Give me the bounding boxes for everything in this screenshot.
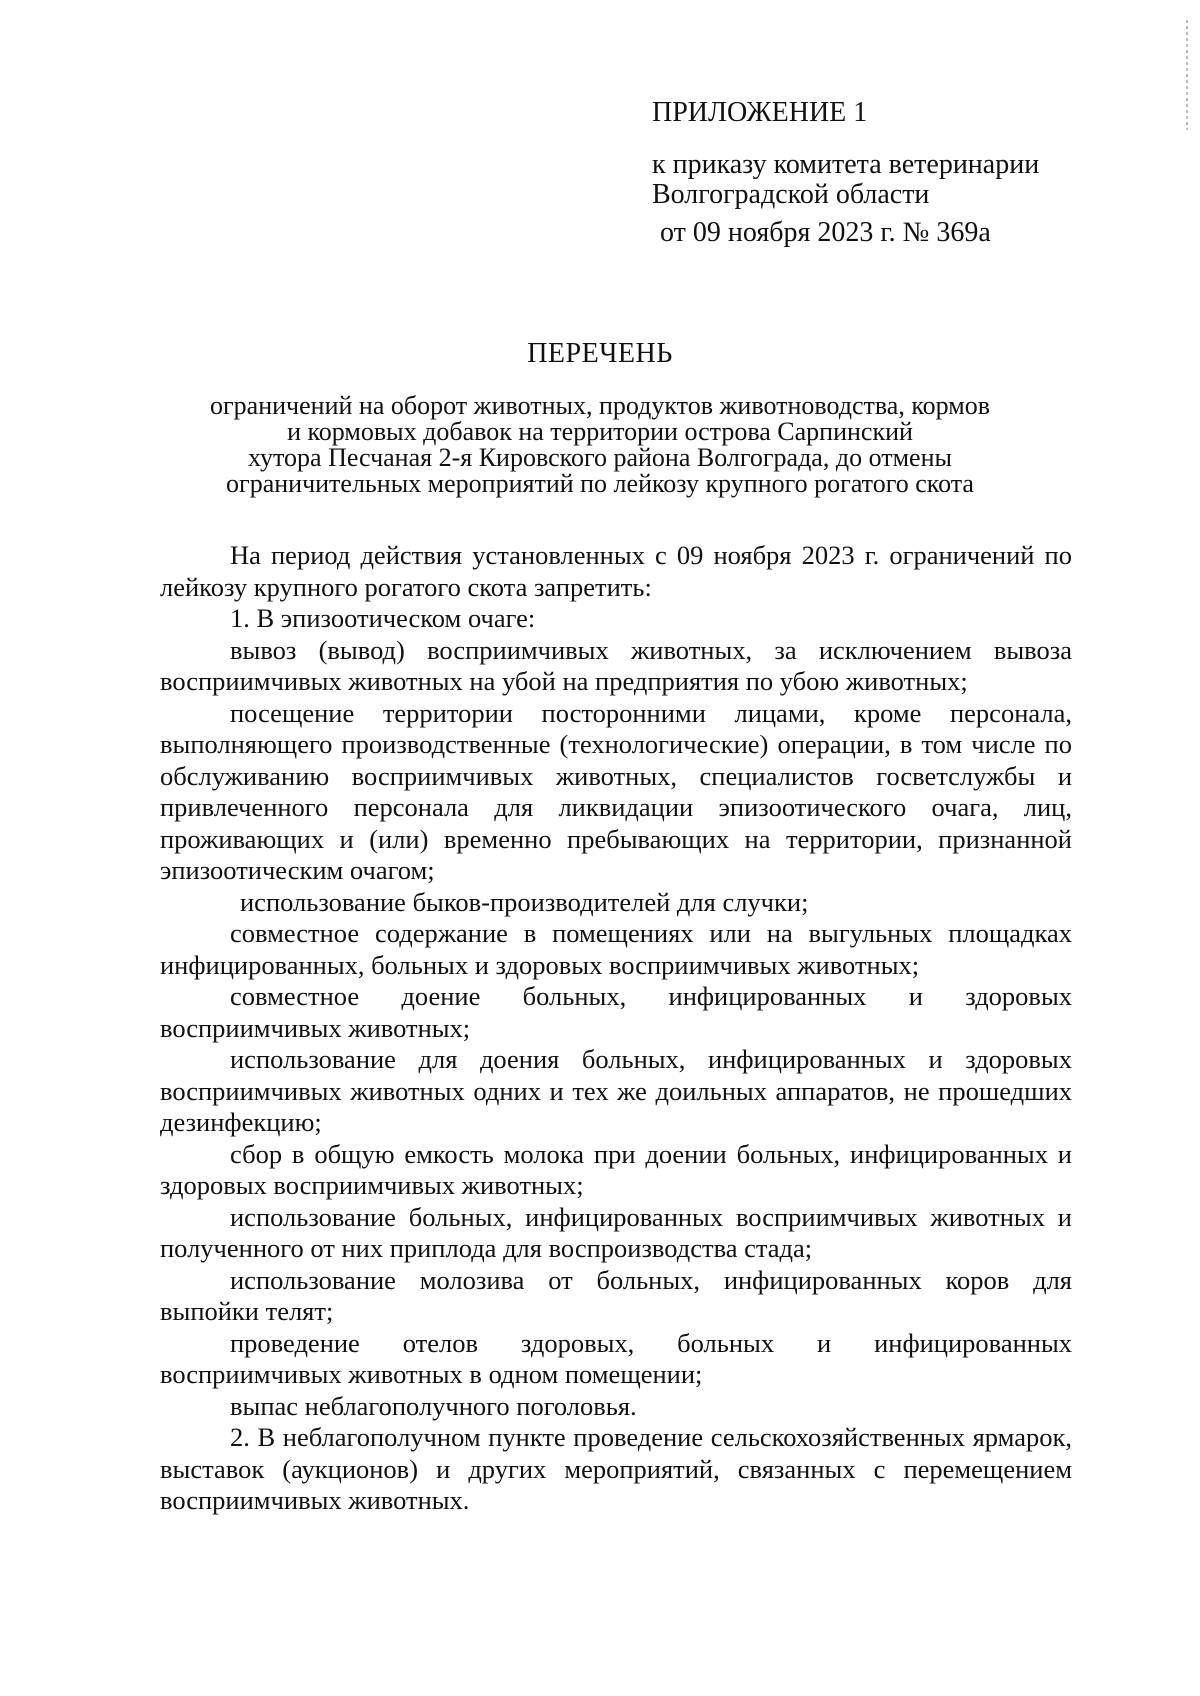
appendix-order-reference	[652, 150, 1152, 210]
restriction-item: проведение отелов здоровых, больных и инфицированных восприимчивых животных в одном помещении;	[160, 1327, 1072, 1389]
document-subtitle	[150, 393, 1050, 497]
subtitle-line: хутора Песчаная 2-я Кировского района Волгограда, до отмены	[248, 443, 952, 472]
restriction-item: совместное содержание в помещениях или на выгульных площадках инфицированных, больных и здоровых восприимчивых животных;	[160, 918, 1072, 980]
appendix-title: ПРИЛОЖЕНИЕ 1	[652, 97, 868, 128]
scan-edge-mark	[1186, 20, 1188, 130]
restriction-item: сбор в общую емкость молока при доении больных, инфицированных и здоровых восприимчивых животных;	[160, 1138, 1072, 1200]
appendix-order-date-number: от 09 ноября 2023 г. № 369а	[660, 217, 991, 248]
document-title: ПЕРЕЧЕНЬ	[527, 338, 673, 369]
section-paragraph-2: 2. В неблагополучном пункте проведение сельскохозяйственных ярмарок, выставок (аукционов) и других мероприятий, связанных с перемещением восприимчивых животных.	[160, 1422, 1072, 1515]
section-heading-1: 1. В эпизоотическом очаге:	[230, 603, 536, 633]
restriction-item: использование быков-производителей для случки;	[240, 886, 809, 917]
restriction-item: использование молозива от больных, инфицированных коров для выпойки телят;	[160, 1264, 1072, 1326]
intro-paragraph: На период действия установленных с 09 ноября 2023 г. ограничений по лейкозу крупного рогатого скота запретить:	[160, 540, 1072, 602]
restriction-item: посещение территории посторонними лицами, кроме персонала, выполняющего производственные (технологические) операции, в том числе по обслуживанию восприимчивых животных, специалистов госветслужбы и привлеченного персонала для ликвидации эпизоотического очага, лиц, проживающих и (или) временно пребывающих на территории, признанной эпизоотическим очагом;	[160, 697, 1072, 885]
restriction-item: совместное доение больных, инфицированных и здоровых восприимчивых животных;	[160, 981, 1072, 1043]
restriction-item: вывоз (вывод) восприимчивых животных, за исключением вывоза восприимчивых животных на убой на предприятия по убою животных;	[160, 634, 1072, 696]
subtitle-line: и кормовых добавок на территории острова Сарпинский	[287, 417, 913, 446]
subtitle-line: ограничительных мероприятий по лейкозу крупного рогатого скота	[226, 469, 974, 498]
restriction-item: использование больных, инфицированных восприимчивых животных и полученного от них приплода для воспроизводства стада;	[160, 1201, 1072, 1263]
restriction-item: использование для доения больных, инфицированных и здоровых восприимчивых животных одних и тех же доильных аппаратов, не прошедших дезинфекцию;	[160, 1044, 1072, 1137]
subtitle-line: ограничений на оборот животных, продуктов животноводства, кормов	[210, 391, 990, 420]
appendix-order-line-1: к приказу комитета ветеринарии	[652, 149, 1040, 180]
document-body	[160, 540, 1072, 1517]
appendix-order-line-2: Волгоградской области	[652, 179, 930, 210]
restriction-item: выпас неблагополучного поголовья.	[230, 1390, 637, 1421]
